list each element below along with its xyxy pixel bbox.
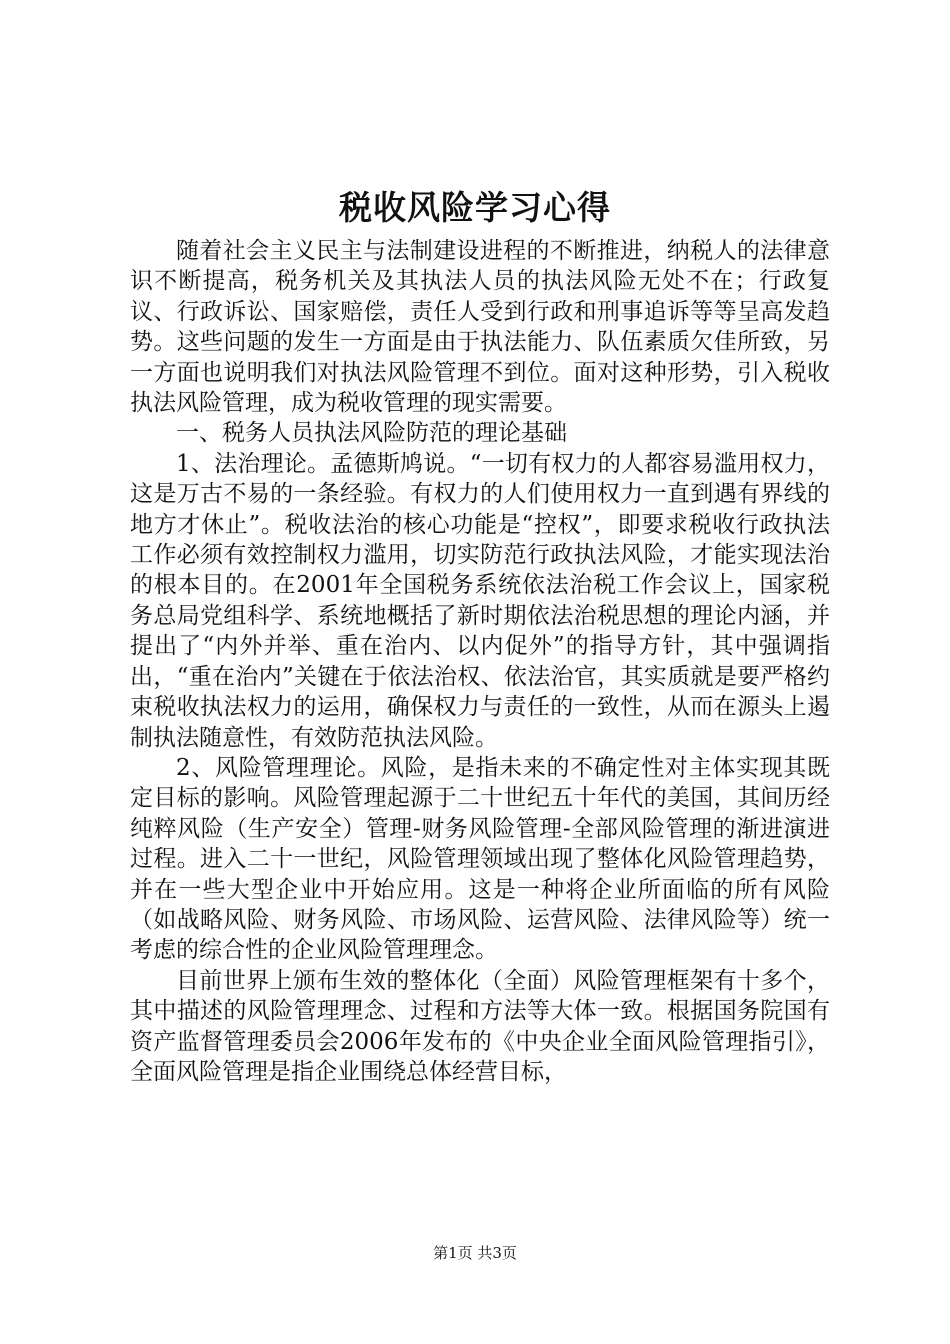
paragraph-rule-of-law-theory: 1、法治理论。孟德斯鸠说。“一切有权力的人都容易滥用权力，这是万古不易的一条经验。有权力的人们使用权力一直到遇有界线的地方才休止”。税收法治的核心功能是“控权”，即要求税收行政执法工作必须有效控制权力滥用，切实防范行政执法风险，才能实现法治的根本目的。在2001年全国税务系统依法治税工作会议上，国家税务总局党组科学、系统地概括了新时期依法治税思想的理论内涵，并提出了“内外并举、重在治内、以内促外”的指导方针，其中强调指出，“重在治内”关键在于依法治权、依法治官，其实质就是要严格约束税收执法权力的运用，确保权力与责任的一致性，从而在源头上遏制执法随意性，有效防范执法风险。 [130, 450, 830, 751]
paragraph-risk-frameworks: 目前世界上颁布生效的整体化（全面）风险管理框架有十多个，其中描述的风险管理理念、过程和方法等大体一致。根据国务院国有资产监督管理委员会2006年发布的《中央企业全面风险管理指引》，全面风险管理是指企业围绕总体经营目标， [130, 967, 830, 1085]
document-body [130, 236, 830, 1087]
document-title: 税收风险学习心得 [339, 188, 611, 227]
paragraph-risk-management-theory: 2、风险管理理论。风险，是指未来的不确定性对主体实现其既定目标的影响。风险管理起源于二十世纪五十年代的美国，其间历经纯粹风险（生产安全）管理-财务风险管理-全部风险管理的渐进演进过程。进入二十一世纪，风险管理领域出现了整体化风险管理趋势，并在一些大型企业中开始应用。这是一种将企业所面临的所有风险（如战略风险、财务风险、市场风险、运营风险、法律风险等）统一考虑的综合性的企业风险管理理念。 [130, 754, 830, 964]
paragraph-intro: 随着社会主义民主与法制建设进程的不断推进，纳税人的法律意识不断提高，税务机关及其执法人员的执法风险无处不在；行政复议、行政诉讼、国家赔偿，责任人受到行政和刑事追诉等等呈高发趋势。这些问题的发生一方面是由于执法能力、队伍素质欠佳所致，另一方面也说明我们对执法风险管理不到位。面对这种形势，引入税收执法风险管理，成为税收管理的现实需要。 [130, 238, 830, 417]
section-heading-1: 一、税务人员执法风险防范的理论基础 [176, 420, 567, 447]
page-number-footer: 第1页 共3页 [433, 1244, 517, 1262]
